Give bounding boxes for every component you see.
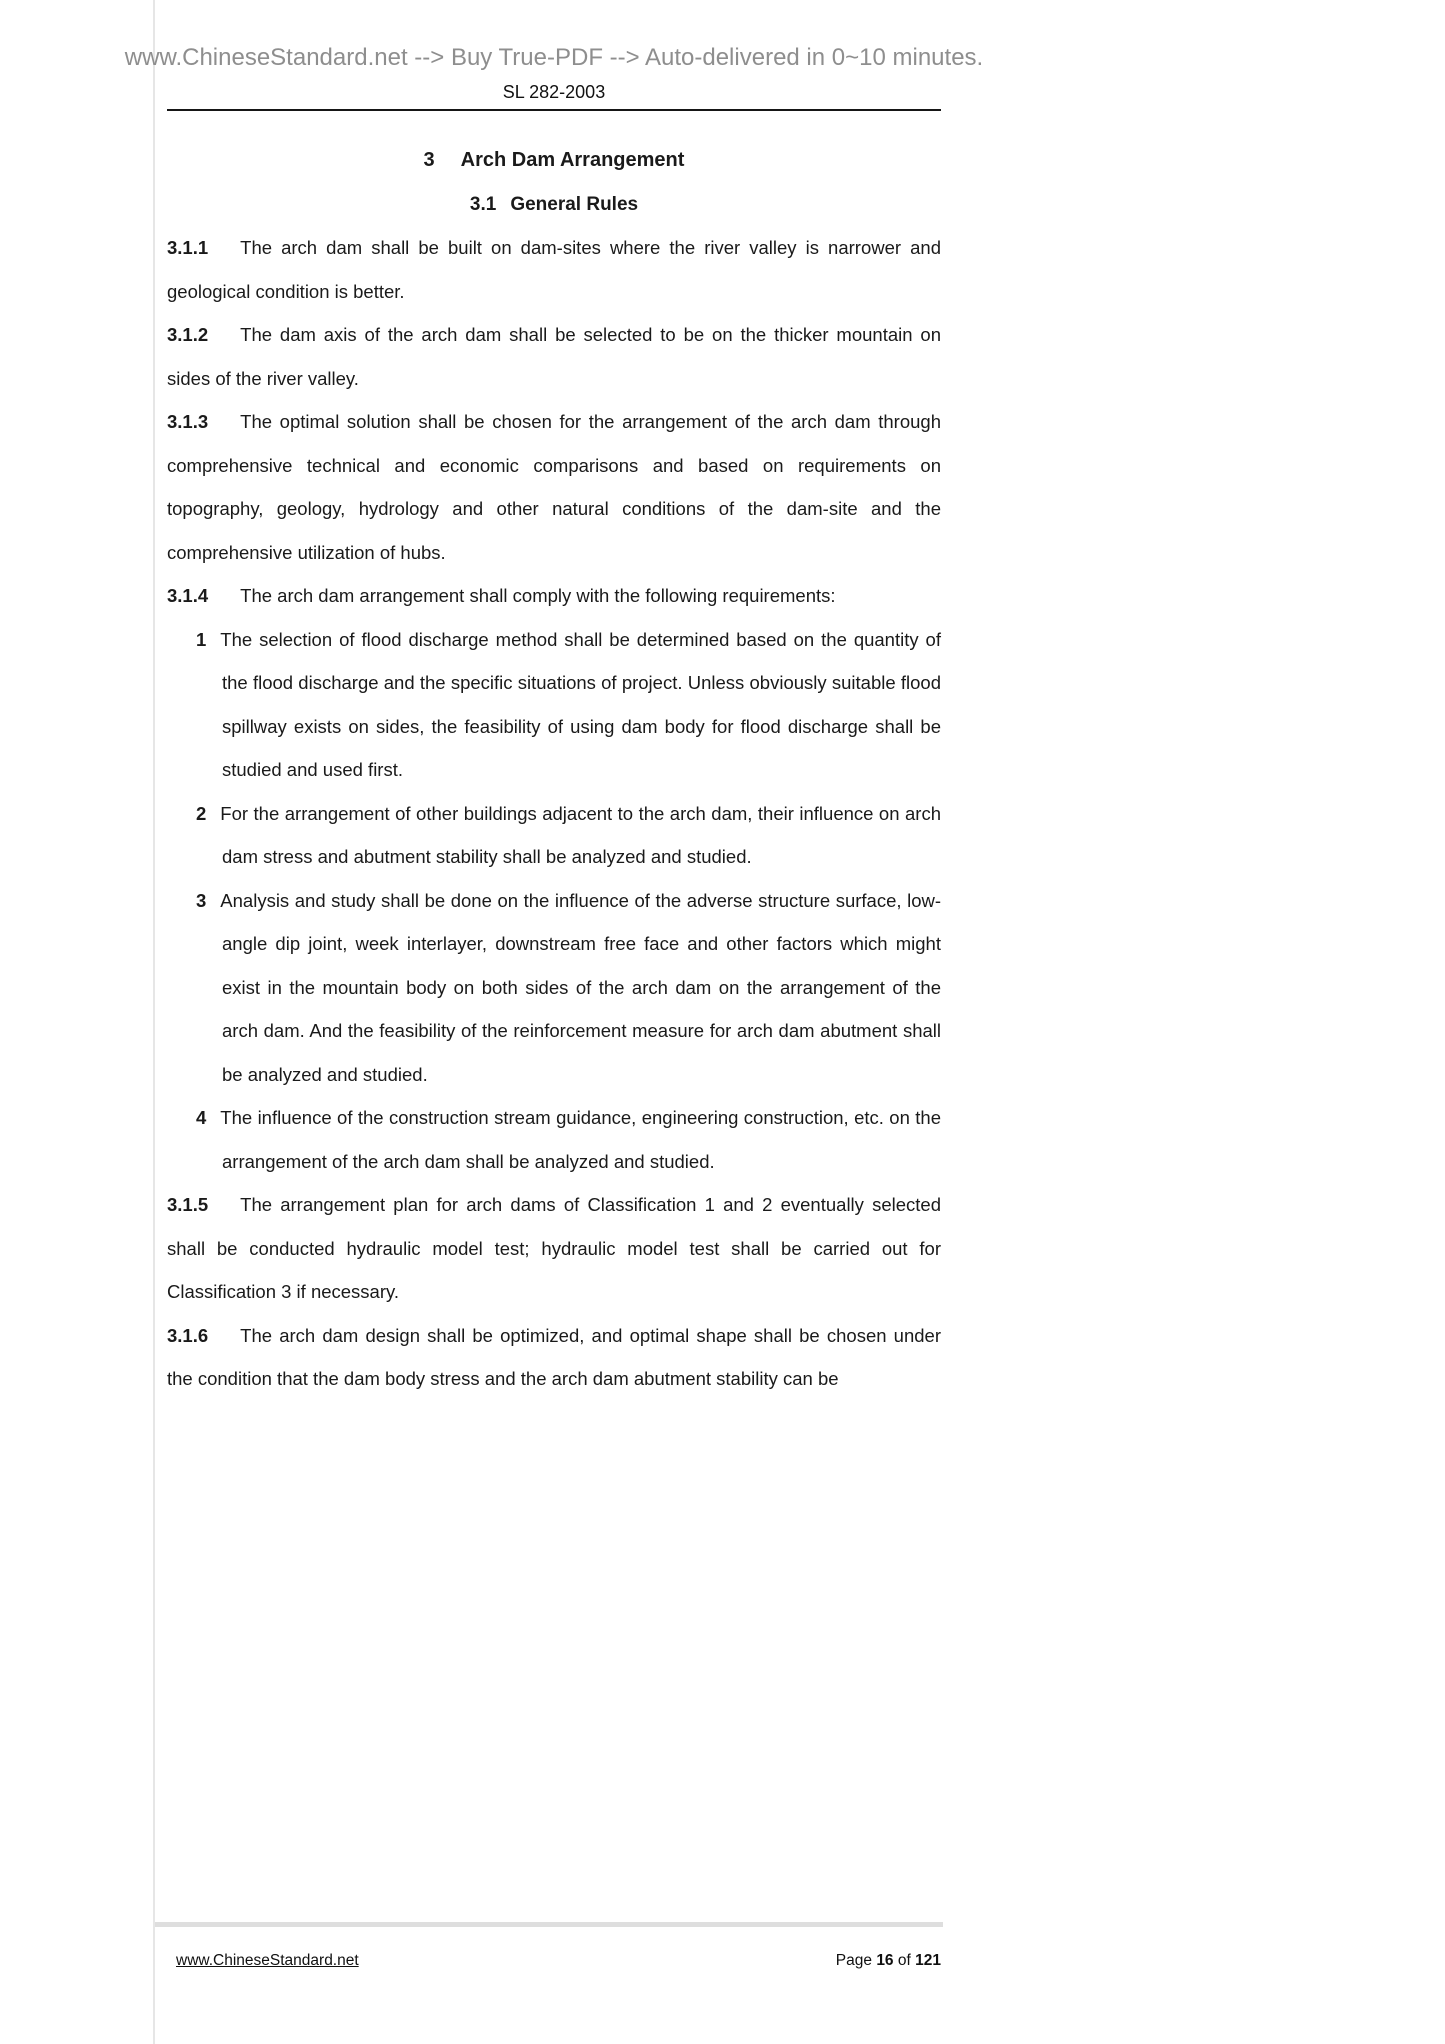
- clause-text: The optimal solution shall be chosen for the arrangement of the arch dam through comprehensive technical and economic comparisons and based on requirements on topography, geology, hydrology and other natural conditions of the dam-site and the comprehensive utilization of hubs.: [167, 411, 941, 563]
- section-number: 3.1: [469, 193, 497, 215]
- clause-text: The arch dam arrangement shall comply with the following requirements:: [240, 585, 836, 606]
- chapter-number: 3: [423, 149, 435, 171]
- clause-3.1.2: [167, 313, 941, 400]
- item-number: 1: [196, 628, 207, 650]
- clause-number: 3.1.1: [167, 237, 209, 258]
- item-number: 3: [196, 889, 207, 911]
- footer-link[interactable]: www.ChineseStandard.net: [176, 1952, 359, 1969]
- clause-number: 3.1.3: [167, 411, 209, 432]
- chapter-title: Arch Dam Arrangement: [460, 149, 685, 171]
- item-text: The influence of the construction stream guidance, engineering construction, etc. on the arrangement of the arch dam shall be analyzed and studied.: [220, 1107, 941, 1172]
- clause-text: The arch dam shall be built on dam-sites where the river valley is narrower and geological condition is better.: [167, 237, 941, 302]
- page-indicator: [836, 1950, 941, 1972]
- clause-3.1.1: [167, 226, 941, 313]
- clause-3.1.4: [167, 574, 941, 618]
- chapter-heading: [167, 139, 941, 183]
- clause-3.1.6: [167, 1314, 941, 1401]
- of-word: of: [897, 1952, 911, 1969]
- header-banner: www.ChineseStandard.net --> Buy True-PDF --> Auto-delivered in 0~10 minutes.: [124, 44, 984, 71]
- section-heading: [167, 183, 941, 227]
- requirement-item-4: [167, 1096, 941, 1183]
- item-text: For the arrangement of other buildings adjacent to the arch dam, their influence on arch dam stress and abutment stability shall be analyzed and studied.: [220, 802, 941, 867]
- page-number: 16: [876, 1952, 894, 1969]
- requirement-item-3: [167, 879, 941, 1097]
- clause-text: The arrangement plan for arch dams of Classification 1 and 2 eventually selected shall be conducted hydraulic model test; hydraulic model test shall be carried out for Classification 3 if necessary.: [167, 1194, 941, 1302]
- clause-text: The dam axis of the arch dam shall be selected to be on the thicker mountain on sides of the river valley.: [167, 324, 941, 389]
- clause-number: 3.1.6: [167, 1324, 209, 1346]
- clause-number: 3.1.5: [167, 1194, 209, 1215]
- header-rule: [167, 109, 941, 111]
- page-total: 121: [915, 1952, 941, 1969]
- item-text: The selection of flood discharge method shall be determined based on the quantity of the flood discharge and the specific situations of project. Unless obviously suitable flood spillway exists on sides, the feasibility of using dam body for flood discharge shall be studied and used first.: [220, 628, 941, 780]
- item-number: 2: [196, 802, 207, 824]
- item-text: Analysis and study shall be done on the influence of the adverse structure surface, low-angle dip joint, week interlayer, downstream free face and other factors which might exist in the mountain body on both sides of the arch dam on the arrangement of the arch dam. And the feasibility of the reinforcement measure for arch dam abutment shall be analyzed and studied.: [220, 889, 941, 1085]
- clause-number: 3.1.4: [167, 585, 209, 606]
- requirement-item-2: [167, 792, 941, 879]
- clause-3.1.5: [167, 1183, 941, 1314]
- doc-code: SL 282-2003: [502, 82, 606, 102]
- page-footer: [176, 1950, 941, 1972]
- clause-3.1.3: [167, 400, 941, 574]
- document-body: [167, 139, 941, 1401]
- item-number: 4: [196, 1107, 207, 1128]
- page-word: Page: [835, 1952, 872, 1969]
- footer-rule: [155, 1922, 943, 1927]
- requirement-item-1: [167, 618, 941, 792]
- section-title: General Rules: [510, 193, 639, 215]
- clause-number: 3.1.2: [167, 324, 209, 345]
- clause-text: The arch dam design shall be optimized, and optimal shape shall be chosen under the condition that the dam body stress and the arch dam abutment stability can be: [167, 1324, 941, 1389]
